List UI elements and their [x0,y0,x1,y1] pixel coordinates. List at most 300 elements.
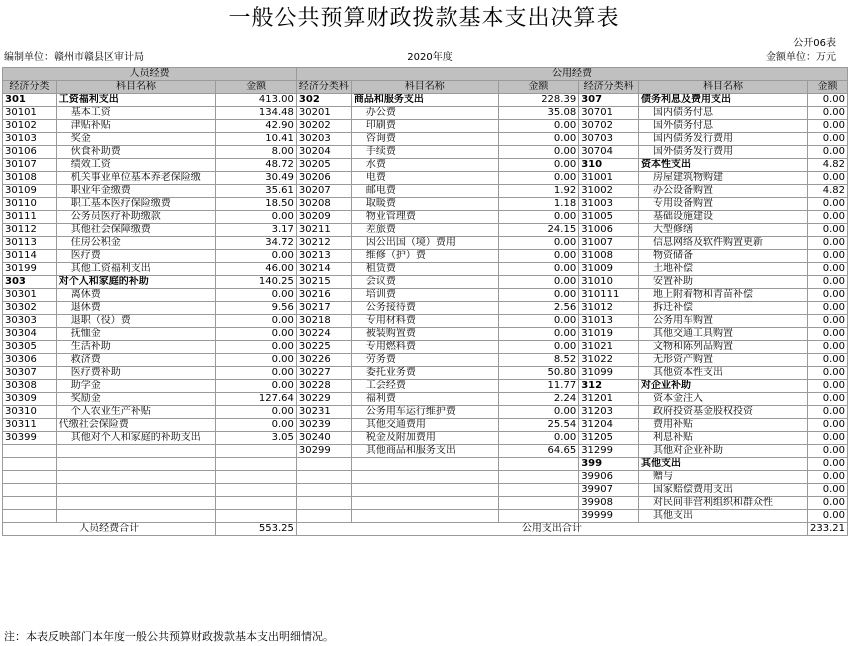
code-cell: 30107 [3,159,57,172]
table-row [3,107,848,120]
code-cell: 30202 [296,120,351,133]
amount-cell: 0.00 [807,419,847,432]
name-cell [351,497,498,510]
code-cell: 31204 [579,419,639,432]
col-header-code: 经济分类科 [296,81,351,94]
code-cell: 31021 [579,341,639,354]
code-cell: 30101 [3,107,57,120]
table-row [3,419,848,432]
table-row [3,380,848,393]
amount-cell: 0.00 [216,211,297,224]
total-personnel-label: 人员经费合计 [3,523,216,536]
code-cell: 30303 [3,315,57,328]
code-cell: 30106 [3,146,57,159]
name-cell: 公务接待费 [351,302,498,315]
name-cell: 伙食补助费 [56,146,216,159]
code-cell: 30304 [3,328,57,341]
name-cell [56,484,216,497]
amount-cell: 4.82 [807,185,847,198]
amount-cell: 18.50 [216,198,297,211]
code-cell: 30201 [296,107,351,120]
table-row [3,341,848,354]
amount-cell [216,510,297,523]
name-cell: 手续费 [351,146,498,159]
table-row [3,328,848,341]
total-personnel-amount: 553.25 [216,523,297,536]
amount-cell [216,458,297,471]
amount-cell: 64.65 [498,445,579,458]
amount-cell: 2.56 [498,302,579,315]
name-cell: 个人农业生产补贴 [56,406,216,419]
amount-cell [498,458,579,471]
name-cell: 文物和陈列品购置 [639,341,808,354]
code-cell [296,471,351,484]
code-cell: 30112 [3,224,57,237]
code-cell: 30215 [296,276,351,289]
amount-cell: 0.00 [807,224,847,237]
code-cell [3,445,57,458]
name-cell: 因公出国（境）费用 [351,237,498,250]
code-cell: 30224 [296,328,351,341]
name-cell: 抚恤金 [56,328,216,341]
name-cell [56,510,216,523]
name-cell: 离休费 [56,289,216,302]
amount-cell: 127.64 [216,393,297,406]
table-row [3,94,848,107]
total-public-label: 公用支出合计 [296,523,807,536]
amount-cell: 0.00 [216,419,297,432]
amount-cell: 0.00 [807,146,847,159]
code-cell: 30306 [3,354,57,367]
table-row [3,146,848,159]
code-cell: 30204 [296,146,351,159]
code-cell: 30110 [3,198,57,211]
code-cell [3,510,57,523]
money-unit: 金额单位：万元 [766,52,836,63]
code-cell: 31007 [579,237,639,250]
code-cell: 30211 [296,224,351,237]
name-cell: 奖励金 [56,393,216,406]
table-row [3,406,848,419]
amount-cell: 1.18 [498,198,579,211]
code-cell: 30399 [3,432,57,445]
code-cell [3,471,57,484]
name-cell: 职工基本医疗保险缴费 [56,198,216,211]
amount-cell: 0.00 [807,354,847,367]
table-row [3,120,848,133]
code-cell: 39999 [579,510,639,523]
total-public-amount: 233.21 [807,523,847,536]
col-header-code: 经济分类 [3,81,57,94]
amount-cell: 0.00 [807,432,847,445]
code-cell: 399 [579,458,639,471]
name-cell: 办公费 [351,107,498,120]
name-cell [56,471,216,484]
name-cell: 对企业补助 [639,380,808,393]
name-cell: 培训费 [351,289,498,302]
amount-cell: 134.48 [216,107,297,120]
amount-cell: 1.92 [498,185,579,198]
code-cell: 30239 [296,419,351,432]
col-header-name: 科目名称 [639,81,808,94]
amount-cell: 4.82 [807,159,847,172]
table-row [3,510,848,523]
name-cell: 费用补贴 [639,419,808,432]
name-cell: 公务用车运行维护费 [351,406,498,419]
name-cell: 物资储备 [639,250,808,263]
table-row [3,224,848,237]
table-row [3,458,848,471]
amount-cell: 0.00 [807,107,847,120]
amount-cell: 0.00 [498,432,579,445]
amount-cell: 0.00 [807,237,847,250]
code-cell: 30701 [579,107,639,120]
amount-cell: 0.00 [807,133,847,146]
name-cell: 资本性支出 [639,159,808,172]
amount-cell: 0.00 [807,172,847,185]
fiscal-year: 2020年度 [407,52,453,63]
amount-cell: 0.00 [807,406,847,419]
table-row [3,237,848,250]
table-row [3,432,848,445]
code-cell: 30108 [3,172,57,185]
name-cell: 专用材料费 [351,315,498,328]
name-cell: 公务员医疗补助缴款 [56,211,216,224]
name-cell [351,484,498,497]
col-header-name: 科目名称 [56,81,216,94]
code-cell: 30225 [296,341,351,354]
amount-cell: 0.00 [216,315,297,328]
amount-cell: 0.00 [807,263,847,276]
col-header-amount: 金额 [807,81,847,94]
amount-cell: 0.00 [498,146,579,159]
code-cell: 30229 [296,393,351,406]
code-cell: 31002 [579,185,639,198]
amount-cell: 46.00 [216,263,297,276]
code-cell: 30109 [3,185,57,198]
amount-cell: 0.00 [807,302,847,315]
name-cell: 信息网络及软件购置更新 [639,237,808,250]
code-cell: 312 [579,380,639,393]
name-cell: 土地补偿 [639,263,808,276]
name-cell: 国内债务发行费用 [639,133,808,146]
name-cell: 基本工资 [56,107,216,120]
amount-cell: 0.00 [807,510,847,523]
amount-cell: 0.00 [216,354,297,367]
code-cell: 30226 [296,354,351,367]
amount-cell: 2.24 [498,393,579,406]
amount-cell: 0.00 [498,133,579,146]
code-cell: 30199 [3,263,57,276]
amount-cell: 0.00 [216,328,297,341]
name-cell: 代缴社会保险费 [56,419,216,432]
amount-cell: 0.00 [498,263,579,276]
code-cell: 30307 [3,367,57,380]
code-cell: 310111 [579,289,639,302]
amount-cell: 413.00 [216,94,297,107]
code-cell: 30213 [296,250,351,263]
amount-cell: 0.00 [807,328,847,341]
name-cell: 取暖费 [351,198,498,211]
name-cell: 工资福利支出 [56,94,216,107]
footnote: 注：本表反映部门本年度一般公共预算财政拨款基本支出明细情况。 [4,630,334,643]
code-cell: 30308 [3,380,57,393]
name-cell: 其他商品和服务支出 [351,445,498,458]
code-cell: 30111 [3,211,57,224]
amount-cell: 0.00 [807,393,847,406]
name-cell: 助学金 [56,380,216,393]
name-cell: 其他对个人和家庭的补助支出 [56,432,216,445]
table-row [3,393,848,406]
name-cell: 生活补助 [56,341,216,354]
code-cell: 30305 [3,341,57,354]
code-cell [3,497,57,510]
code-cell: 30218 [296,315,351,328]
amount-cell: 0.00 [498,172,579,185]
name-cell: 退休费 [56,302,216,315]
amount-cell: 0.00 [807,94,847,107]
name-cell: 医疗费补助 [56,367,216,380]
table-row [3,276,848,289]
amount-cell: 0.00 [807,484,847,497]
name-cell: 奖金 [56,133,216,146]
amount-cell: 42.90 [216,120,297,133]
table-row [3,445,848,458]
amount-cell: 3.05 [216,432,297,445]
name-cell: 其他社会保障缴费 [56,224,216,237]
name-cell: 邮电费 [351,185,498,198]
name-cell: 地上附着物和青苗补偿 [639,289,808,302]
code-cell: 31006 [579,224,639,237]
code-cell: 30309 [3,393,57,406]
name-cell: 退职（役）费 [56,315,216,328]
name-cell: 其他交通工具购置 [639,328,808,341]
name-cell: 国外债务付息 [639,120,808,133]
table-row [3,263,848,276]
amount-cell: 0.00 [807,276,847,289]
code-cell: 30311 [3,419,57,432]
code-cell: 31201 [579,393,639,406]
code-cell [296,458,351,471]
amount-cell: 0.00 [807,380,847,393]
amount-cell [216,445,297,458]
amount-cell: 0.00 [498,341,579,354]
code-cell: 30212 [296,237,351,250]
code-cell: 31099 [579,367,639,380]
code-cell: 30206 [296,172,351,185]
group-header-public: 公用经费 [296,68,847,81]
code-cell: 30203 [296,133,351,146]
form-number: 公开06表 [793,38,836,49]
table-row [3,250,848,263]
table-row [3,497,848,510]
amount-cell: 0.00 [807,458,847,471]
code-cell: 39906 [579,471,639,484]
amount-cell: 0.00 [216,406,297,419]
code-cell: 31012 [579,302,639,315]
amount-cell: 0.00 [498,211,579,224]
compiling-unit: 编制单位：赣州市赣县区审计局 [4,52,144,63]
code-cell: 30302 [3,302,57,315]
name-cell: 国家赔偿费用支出 [639,484,808,497]
amount-cell [498,471,579,484]
name-cell: 无形资产购置 [639,354,808,367]
name-cell: 其他工资福利支出 [56,263,216,276]
code-cell: 30102 [3,120,57,133]
amount-cell [216,497,297,510]
amount-cell: 0.00 [216,289,297,302]
amount-cell: 11.77 [498,380,579,393]
code-cell: 30207 [296,185,351,198]
name-cell: 政府投资基金股权投资 [639,406,808,419]
table-row [3,198,848,211]
name-cell: 商品和服务支出 [351,94,498,107]
code-cell: 30301 [3,289,57,302]
code-cell: 30217 [296,302,351,315]
code-cell: 30209 [296,211,351,224]
amount-cell: 0.00 [807,471,847,484]
amount-cell: 0.00 [498,276,579,289]
code-cell: 30113 [3,237,57,250]
name-cell: 安置补助 [639,276,808,289]
name-cell: 住房公积金 [56,237,216,250]
code-cell: 301 [3,94,57,107]
code-cell [296,497,351,510]
table-row [3,354,848,367]
code-cell: 30205 [296,159,351,172]
amount-cell: 0.00 [807,497,847,510]
amount-cell: 0.00 [807,341,847,354]
table-row [3,211,848,224]
amount-cell: 0.00 [216,367,297,380]
amount-cell: 0.00 [216,250,297,263]
name-cell: 福利费 [351,393,498,406]
name-cell: 职业年金缴费 [56,185,216,198]
amount-cell: 0.00 [807,367,847,380]
amount-cell: 0.00 [498,328,579,341]
name-cell: 资本金注入 [639,393,808,406]
code-cell: 30299 [296,445,351,458]
amount-cell: 24.15 [498,224,579,237]
name-cell: 债务利息及费用支出 [639,94,808,107]
name-cell: 赠与 [639,471,808,484]
code-cell: 30214 [296,263,351,276]
page-title: 一般公共预算财政拨款基本支出决算表 [228,6,620,31]
code-cell: 31008 [579,250,639,263]
table-row [3,484,848,497]
name-cell: 被装购置费 [351,328,498,341]
name-cell: 专用设备购置 [639,198,808,211]
code-cell: 31013 [579,315,639,328]
name-cell: 机关事业单位基本养老保险缴 [56,172,216,185]
amount-cell: 0.00 [498,120,579,133]
code-cell: 30703 [579,133,639,146]
code-cell: 310 [579,159,639,172]
code-cell [296,484,351,497]
amount-cell: 30.49 [216,172,297,185]
name-cell: 办公设备购置 [639,185,808,198]
name-cell [56,458,216,471]
name-cell [351,510,498,523]
name-cell: 国外债务发行费用 [639,146,808,159]
name-cell: 电费 [351,172,498,185]
code-cell: 303 [3,276,57,289]
code-cell: 30114 [3,250,57,263]
code-cell: 31299 [579,445,639,458]
col-header-name: 科目名称 [351,81,498,94]
name-cell: 绩效工资 [56,159,216,172]
name-cell: 其他对企业补助 [639,445,808,458]
code-cell: 302 [296,94,351,107]
name-cell: 国内债务付息 [639,107,808,120]
amount-cell: 35.08 [498,107,579,120]
amount-cell: 3.17 [216,224,297,237]
name-cell: 税金及附加费用 [351,432,498,445]
name-cell: 会议费 [351,276,498,289]
name-cell: 对民间非营利组织和群众性 [639,497,808,510]
code-cell: 30227 [296,367,351,380]
amount-cell: 0.00 [498,406,579,419]
code-cell [3,484,57,497]
code-cell: 307 [579,94,639,107]
amount-cell: 140.25 [216,276,297,289]
amount-cell: 9.56 [216,302,297,315]
code-cell [296,510,351,523]
amount-cell: 8.00 [216,146,297,159]
code-cell: 39907 [579,484,639,497]
name-cell [351,471,498,484]
table-row [3,172,848,185]
name-cell: 水费 [351,159,498,172]
expenditure-table [2,67,848,536]
code-cell: 30231 [296,406,351,419]
code-cell: 31022 [579,354,639,367]
col-header-code: 经济分类科 [579,81,639,94]
name-cell: 其他支出 [639,510,808,523]
amount-cell: 35.61 [216,185,297,198]
name-cell: 其他支出 [639,458,808,471]
code-cell: 31009 [579,263,639,276]
table-row [3,289,848,302]
amount-cell [216,471,297,484]
name-cell: 拆迁补偿 [639,302,808,315]
table-row [3,159,848,172]
table-row [3,133,848,146]
name-cell: 咨询费 [351,133,498,146]
name-cell [56,497,216,510]
name-cell: 其他交通费用 [351,419,498,432]
code-cell: 31203 [579,406,639,419]
amount-cell: 25.54 [498,419,579,432]
table-row [3,302,848,315]
name-cell: 救济费 [56,354,216,367]
code-cell: 30310 [3,406,57,419]
name-cell: 基础设施建设 [639,211,808,224]
table-row [3,185,848,198]
name-cell: 津贴补贴 [56,120,216,133]
code-cell: 30240 [296,432,351,445]
table-row [3,367,848,380]
name-cell: 维修（护）费 [351,250,498,263]
code-cell: 30103 [3,133,57,146]
name-cell: 物业管理费 [351,211,498,224]
name-cell: 大型修缮 [639,224,808,237]
amount-cell: 10.41 [216,133,297,146]
amount-cell [498,497,579,510]
name-cell: 其他资本性支出 [639,367,808,380]
table-row [3,315,848,328]
name-cell: 对个人和家庭的补助 [56,276,216,289]
